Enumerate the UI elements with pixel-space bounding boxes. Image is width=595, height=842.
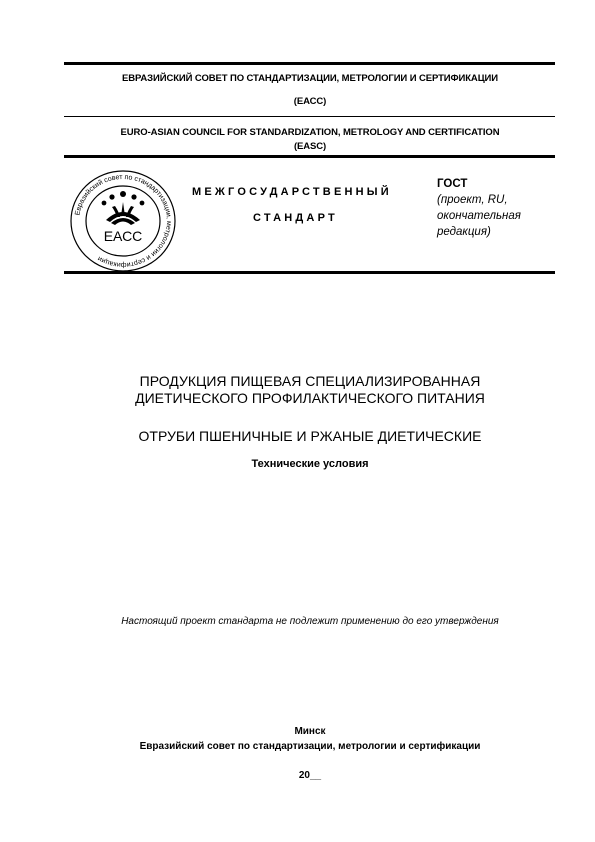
easc-logo: [66, 168, 180, 274]
approval-note: Настоящий проект стандарта не подлежит применению до его утверждения: [121, 616, 499, 627]
logo-ring-text: Евразийский совет по стандартизации, метрологии и сертификации: [74, 173, 173, 269]
council-name-en: EURO-ASIAN COUNCIL FOR STANDARDIZATION, METROLOGY AND CERTIFICATION: [120, 127, 500, 138]
footer-city: Минск: [294, 726, 326, 737]
footer-publisher: Евразийский совет по стандартизации, метрологии и сертификации: [139, 741, 481, 752]
logo-label: ЕАСС: [103, 228, 143, 244]
gost-status-line3: редакция): [437, 226, 491, 238]
document-subtitle: ОТРУБИ ПШЕНИЧНЫЕ И РЖАНЫЕ ДИЕТИЧЕСКИЕ: [138, 428, 482, 444]
header-divider-2: [64, 155, 555, 158]
top-rule: [64, 62, 555, 65]
gost-status-line2: окончательная: [437, 210, 521, 222]
standard-type-line1: МЕЖГОСУДАРСТВЕННЫЙ: [192, 186, 392, 198]
header-divider: [64, 116, 555, 117]
title-line2: ДИЕТИЧЕСКОГО ПРОФИЛАКТИЧЕСКОГО ПИТАНИЯ: [135, 390, 485, 406]
council-abbr-en: (EASC): [293, 141, 327, 152]
footer-year: 20__: [298, 770, 322, 781]
council-abbr-ru: (ЕАСС): [293, 96, 327, 107]
standard-type-line2: СТАНДАРТ: [253, 212, 338, 224]
gost-status-line1: (проект, RU,: [437, 194, 508, 206]
title-line1: ПРОДУКЦИЯ ПИЩЕВАЯ СПЕЦИАЛИЗИРОВАННАЯ: [139, 373, 481, 389]
logo-bottom-rule: [64, 271, 555, 274]
document-type: Технические условия: [251, 458, 369, 470]
council-name-ru: ЕВРАЗИЙСКИЙ СОВЕТ ПО СТАНДАРТИЗАЦИИ, МЕТРОЛОГИИ И СЕРТИФИКАЦИИ: [122, 73, 498, 84]
gost-label: ГОСТ: [437, 178, 468, 190]
emblem-icon: [102, 191, 145, 225]
